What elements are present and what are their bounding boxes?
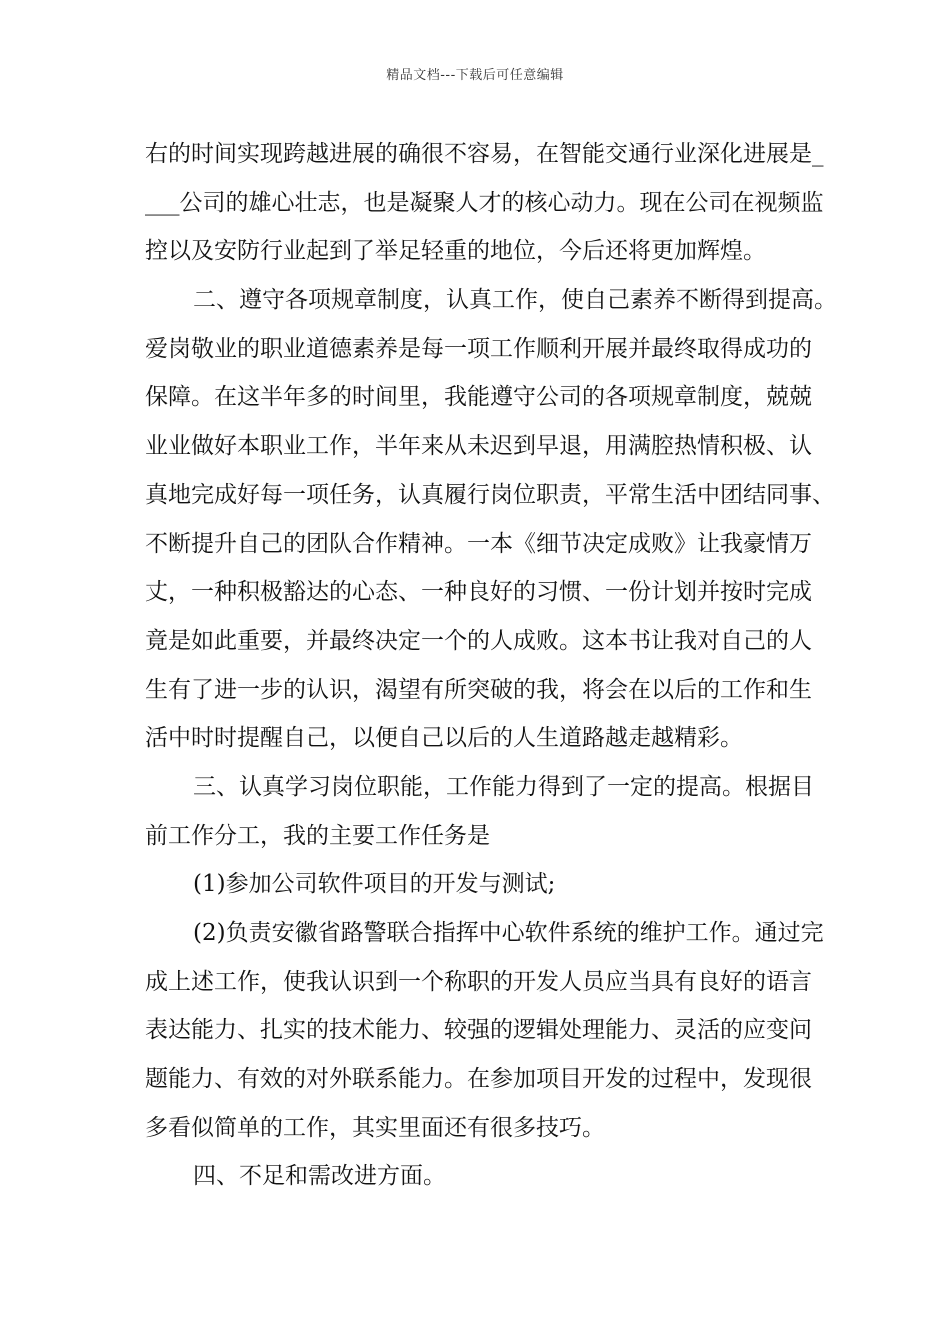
document-body [145,130,837,1201]
list-item: (1)参加公司软件项目的开发与测试; [193,871,556,898]
text-line: 丈，一种积极豁达的心态、一种良好的习惯、一份计划并按时完成 [145,579,812,606]
text-line: 活中时时提醒自己，以便自己以后的人生道路越走越精彩。 [145,725,743,752]
section-heading-4: 四、不足和需改进方面。 [193,1163,446,1190]
text-line: 爱岗敬业的职业道德素养是每一项工作顺利开展并最终取得成功的 [145,335,812,362]
text-line: 真地完成好每一项任务，认真履行岗位职责，平常生活中团结同事、 [145,481,835,508]
text-line: 题能力、有效的对外联系能力。在参加项目开发的过程中，发现很 [145,1066,812,1093]
text-line: 业业做好本职业工作，半年来从未迟到早退，用满腔热情积极、认 [145,433,812,460]
text-line: 成上述工作，使我认识到一个称职的开发人员应当具有良好的语言 [145,968,812,995]
text-line: 生有了进一步的认识，渴望有所突破的我，将会在以后的工作和生 [145,676,812,703]
text-line: 表达能力、扎实的技术能力、较强的逻辑处理能力、灵活的应变问 [145,1017,812,1044]
text-line: 竟是如此重要，并最终决定一个的人成败。这本书让我对自己的人 [145,627,812,654]
text-line: 前工作分工，我的主要工作任务是 [145,822,490,849]
text-line: ___公司的雄心壮志，也是凝聚人才的核心动力。现在公司在视频监 [145,189,824,216]
text-line: 保障。在这半年多的时间里，我能遵守公司的各项规章制度，兢兢 [145,384,812,411]
text-line: 右的时间实现跨越进展的确很不容易，在智能交通行业深化进展是_ [145,141,824,167]
list-item: (2)负责安徽省路警联合指挥中心软件系统的维护工作。通过完 [193,920,824,946]
text-line: 控以及安防行业起到了举足轻重的地位，今后还将更加辉煌。 [145,238,766,265]
text-line: 不断提升自己的团队合作精神。一本《细节决定成败》让我豪情万 [145,530,812,557]
page-header: 精品文档---下载后可任意编辑 [386,68,564,83]
text-line: 多看似简单的工作，其实里面还有很多技巧。 [145,1114,605,1141]
section-heading-3: 三、认真学习岗位职能，工作能力得到了一定的提高。根据目 [193,773,814,800]
section-heading-2: 二、遵守各项规章制度，认真工作，使自己素养不断得到提高。 [193,287,837,314]
